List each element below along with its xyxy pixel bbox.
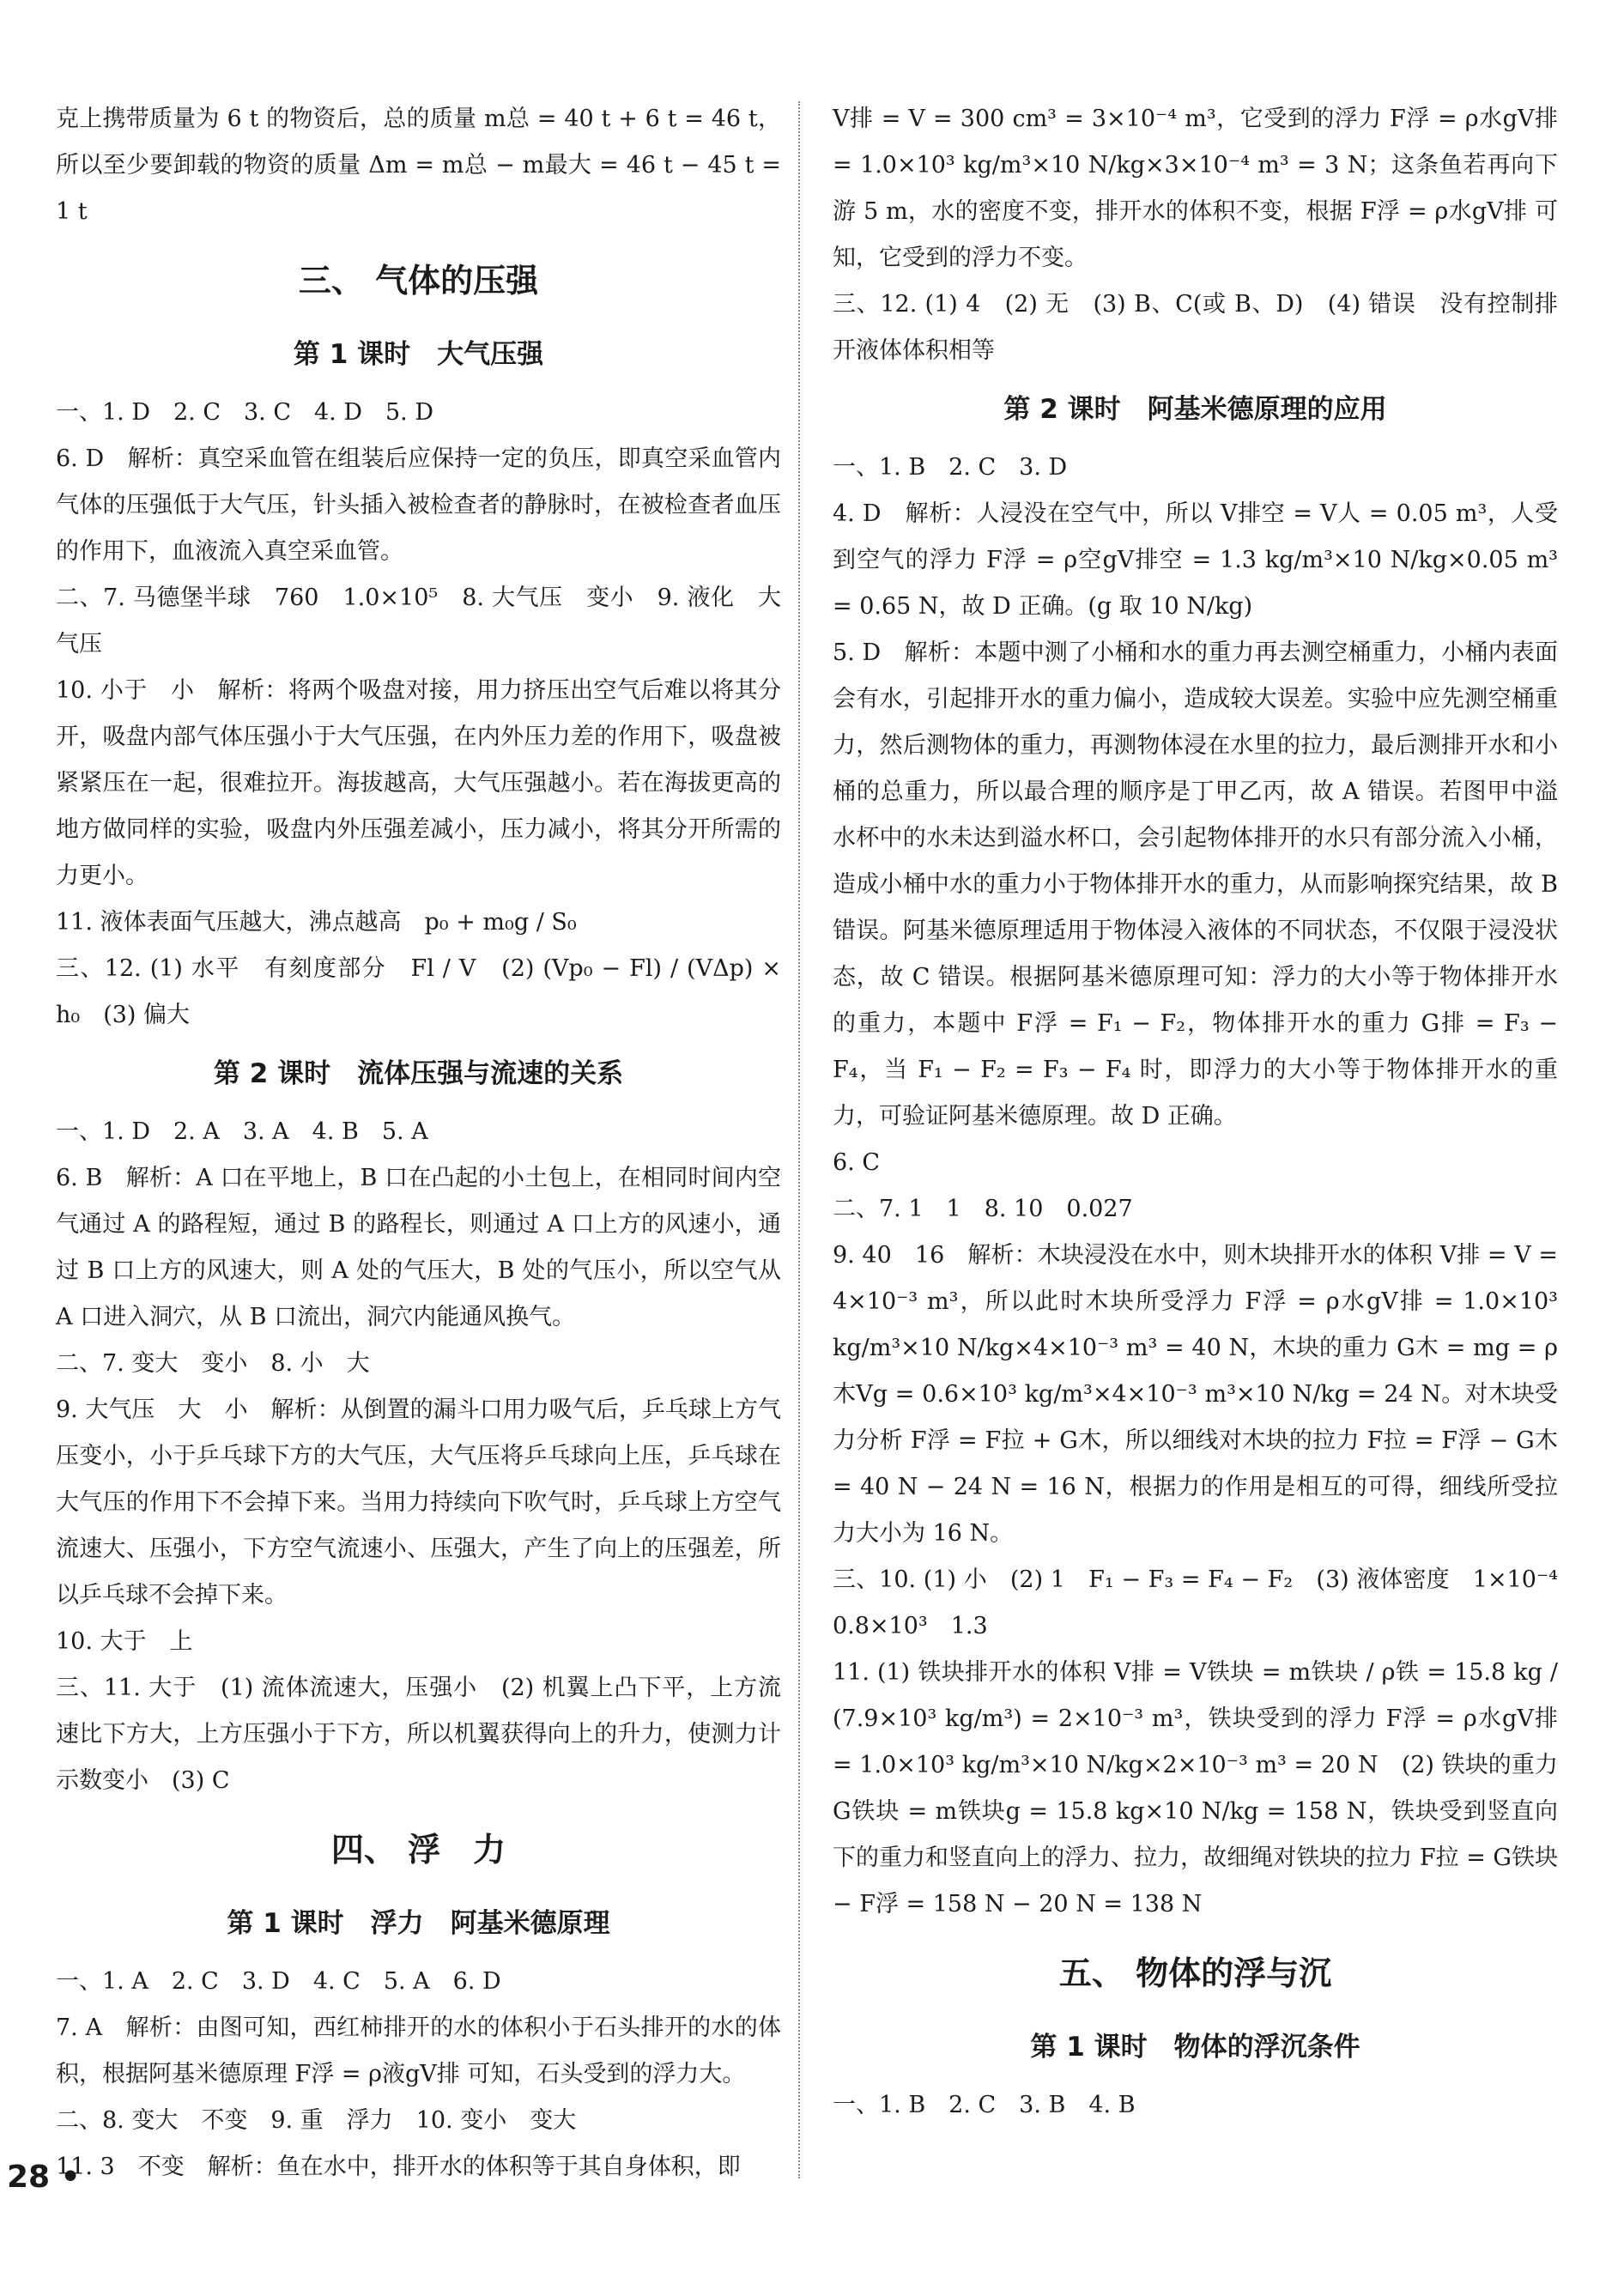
answer-paragraph-s3l1-q11: 11. 液体表面气压越大，沸点越高 p₀ + m₀g / S₀: [56, 909, 577, 936]
answer-paragraph-s3l2-q10: 10. 大于 上: [56, 1628, 193, 1655]
answer-paragraph-s3l1-q6: 6. D 解析：真空采血管在组装后应保持一定的负压，即真空采血管内气体的压强低于大气压，针头插入被检查者的静脉时，在被检查者血压的作用下，血液流入真空采血管。: [56, 445, 781, 565]
lesson-heading-lesson-4-2-title: 第 2 课时 阿基米德原理的应用: [1003, 394, 1387, 425]
answer-paragraph-s5l1-part1: 一、1. B 2. C 3. B 4. B: [833, 2092, 1136, 2118]
answer-paragraph-s4l1-part1: 一、1. A 2. C 3. D 4. C 5. A 6. D: [56, 1968, 501, 1995]
right-column: [833, 96, 1581, 2129]
lesson-heading-lesson-5-1-title: 第 1 课时 物体的浮沉条件: [1030, 2032, 1360, 2063]
section-heading-section-4-title: 四、 浮 力: [330, 1831, 506, 1869]
answer-paragraph-s3l2-part1: 一、1. D 2. A 3. A 4. B 5. A: [56, 1118, 428, 1145]
answer-paragraph-s4l1-part2: 二、8. 变大 不变 9. 重 浮力 10. 变小 变大: [56, 2107, 577, 2134]
answer-paragraph-s3l1-q10: 10. 小于 小 解析：将两个吸盘对接，用力挤压出空气后难以将其分开，吸盘内部气体压强小于大气压强，在内外压力差的作用下，吸盘被紧紧压在一起，很难拉开。海拔越高，大气压强越小。若在海拔更高的地方做同样的实验，吸盘内外压强差减小，压力减小，将其分开所需的力更小。: [56, 677, 781, 889]
section-heading-section-3-title: 三、 气体的压强: [298, 262, 539, 300]
answer-paragraph-s4l1-part3: 三、12. (1) 4 (2) 无 (3) B、C(或 B、D) (4) 错误 没有控制排开液体体积相等: [833, 291, 1558, 364]
answer-paragraph-s3l2-q6: 6. B 解析：A 口在平地上，B 口在凸起的小土包上，在相同时间内空气通过 A 的路程短，通过 B 的路程长，则通过 A 口上方的风速小，通过 B 口上方的风速大，则 A 处的气压大，B 处的气压小，所以空气从 A 口进入洞穴，从 B 口流出，洞穴内能通风换气。: [56, 1165, 781, 1330]
answer-paragraph-s3l2-part2: 二、7. 变大 变小 8. 小 大: [56, 1350, 370, 1377]
page-number: 28 •: [7, 2160, 81, 2195]
lesson-heading-lesson-3-1-title: 第 1 课时 大气压强: [293, 339, 544, 370]
answer-paragraph-s4l2-part1: 一、1. B 2. C 3. D: [833, 454, 1068, 481]
answer-paragraph-s4l2-part2: 二、7. 1 1 8. 10 0.027: [833, 1196, 1133, 1222]
left-column: [56, 96, 781, 2190]
lesson-heading-lesson-3-2-title: 第 2 课时 流体压强与流速的关系: [213, 1058, 624, 1089]
lesson-heading-lesson-4-1-title: 第 1 课时 浮力 阿基米德原理: [227, 1908, 610, 1939]
answer-paragraph-s3l2-part3: 三、11. 大于 (1) 流体流速大，压强小 (2) 机翼上凸下平，上方流速比下方大，上方压强小于下方，所以机翼获得向上的升力，使测力计示数变小 (3) C: [56, 1675, 781, 1794]
section-heading-section-5-title: 五、 物体的浮与沉: [1058, 1954, 1332, 1992]
answer-paragraph-s3l2-q9: 9. 大气压 大 小 解析：从倒置的漏斗口用力吸气后，乒乓球上方气压变小，小于乒乓球下方的大气压，大气压将乒乓球向上压，乒乓球在大气压的作用下不会掉下来。当用力持续向下吹气时，乒乓球上方空气流速大、压强小，下方空气流速小、压强大，产生了向上的压强差，所以乒乓球不会掉下来。: [56, 1396, 781, 1609]
answer-paragraph-s4l2-q11: 11. (1) 铁块排开水的体积 V排 = V铁块 = m铁块 / ρ铁 = 15.8 kg / (7.9×10³ kg/m³) = 2×10⁻³ m³，铁块受到的浮力 F浮 = ρ水gV排 = 1.0×10³ kg/m³×10 N/kg×2×10⁻³ m³ = 20 N (2) 铁块的重力 G铁块 = m铁块g = 15.8 kg×10 N/kg = 158 N，铁块受到竖直向下的重力和竖直向上的浮力、拉力，故细绳对铁块的拉力 F拉 = G铁块 − F浮 = 158 N − 20 N = 138 N: [833, 1659, 1558, 1918]
answer-paragraph-s4l2-q4: 4. D 解析：人浸没在空气中，所以 V排空 = V人 = 0.05 m³，人受到空气的浮力 F浮 = ρ空gV排空 = 1.3 kg/m³×10 N/kg×0.05 m³ = 0.65 N，故 D 正确。(g 取 10 N/kg): [833, 500, 1558, 620]
answer-paragraph-s4l1-q11: 11. 3 不变 解析：鱼在水中，排开水的体积等于其自身体积，即: [56, 2154, 741, 2180]
answer-paragraph-s4l2-q9: 9. 40 16 解析：木块浸没在水中，则木块排开水的体积 V排 = V = 4×10⁻³ m³，所以此时木块所受浮力 F浮 = ρ水gV排 = 1.0×10³ kg/m³×10 N/kg×4×10⁻³ m³ = 40 N，木块的重力 G木 = mg = ρ木Vg = 0.6×10³ kg/m³×4×10⁻³ m³×10 N/kg = 24 N。对木块受力分析 F浮 = F拉 + G木，所以细线对木块的拉力 F拉 = F浮 − G木 = 40 N − 24 N = 16 N，根据力的作用是相互的可得，细线所受拉力大小为 16 N。: [833, 1242, 1558, 1547]
answer-paragraph-s3l1-part1: 一、1. D 2. C 3. C 4. D 5. D: [56, 399, 433, 426]
answer-paragraph-s4l2-part3: 三、10. (1) 小 (2) 1 F₁ − F₃ = F₄ − F₂ (3) 液体密度 1×10⁻⁴ 0.8×10³ 1.3: [833, 1566, 1581, 1639]
answer-paragraph-s3l1-part2: 二、7. 马德堡半球 760 1.0×10⁵ 8. 大气压 变小 9. 液化 大气压: [56, 585, 781, 657]
answer-paragraph-carry-over: 克上携带质量为 6 t 的物资后，总的质量 m总 = 40 t + 6 t = 46 t，所以至少要卸载的物资的质量 Δm = m总 − m最大 = 46 t − 45 t = 1 t: [56, 106, 781, 225]
answer-paragraph-s4l1-q11-cont: V排 = V = 300 cm³ = 3×10⁻⁴ m³，它受到的浮力 F浮 = ρ水gV排 = 1.0×10³ kg/m³×10 N/kg×3×10⁻⁴ m³ = 3 N；这条鱼若再向下游 5 m，水的密度不变，排开水的体积不变，根据 F浮 = ρ水gV排 可知，它受到的浮力不变。: [833, 106, 1558, 271]
answer-paragraph-s4l1-q7: 7. A 解析：由图可知，西红柿排开的水的体积小于石头排开的水的体积，根据阿基米德原理 F浮 = ρ液gV排 可知，石头受到的浮力大。: [56, 2014, 781, 2087]
answer-paragraph-s4l2-q5: 5. D 解析：本题中测了小桶和水的重力再去测空桶重力，小桶内表面会有水，引起排开水的重力偏小，造成较大误差。实验中应先测空桶重力，然后测物体的重力，再测物体浸在水里的拉力，最后测排开水和小桶的总重力，所以最合理的顺序是丁甲乙丙，故 A 错误。若图甲中溢水杯中的水未达到溢水杯口，会引起物体排开的水只有部分流入小桶，造成小桶中水的重力小于物体排开水的重力，从而影响探究结果，故 B 错误。阿基米德原理适用于物体浸入液体的不同状态，不仅限于浸没状态，故 C 错误。根据阿基米德原理可知：浮力的大小等于物体排开水的重力，本题中 F浮 = F₁ − F₂，物体排开水的重力 G排 = F₃ − F₄，当 F₁ − F₂ = F₃ − F₄ 时，即浮力的大小等于物体排开水的重力，可验证阿基米德原理。故 D 正确。: [833, 639, 1558, 1130]
answer-paragraph-s4l2-q6: 6. C: [833, 1149, 881, 1176]
answer-paragraph-s3l1-part3: 三、12. (1) 水平 有刻度部分 Fl / V (2) (Vp₀ − Fl) / (VΔp) × h₀ (3) 偏大: [56, 955, 781, 1028]
column-divider: [798, 101, 800, 2178]
